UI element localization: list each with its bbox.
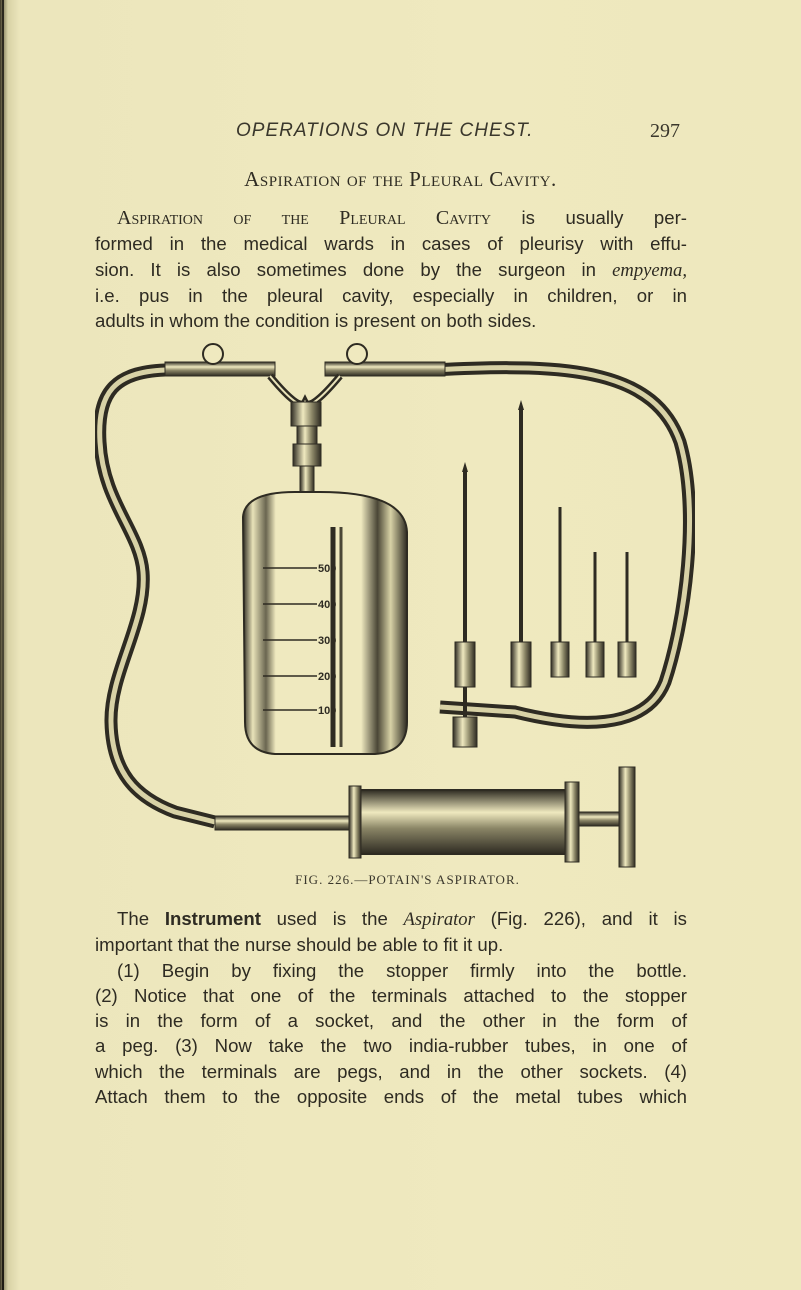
page-binding-edge [2,0,4,1290]
intro-paragraph [95,205,687,333]
intro-line-5: adults in whom the condition is present on both sides. [95,310,537,332]
pump-handle [619,767,635,867]
body-line-5: is in the form of a socket, and the other in the form of [95,1010,687,1032]
intro-line-4: i.e. pus in the pleural cavity, especially in children, or in [95,284,687,306]
body-line-6: a peg. (3) Now take the two india-rubber tubes, in one of [95,1035,687,1057]
bottle-stopper [291,402,321,496]
figure-caption: FIG. 226.—POTAIN'S ASPIRATOR. [295,872,520,887]
scale-label-100: 100 [318,705,337,717]
intro-line-2: formed in the medical wards in cases of pleurisy with effu- [95,233,687,255]
scale-label-500: 500 [318,563,337,575]
left-stopcock-icon [203,344,223,364]
graduated-bottle [243,492,407,754]
running-title: OPERATIONS ON THE CHEST. [236,120,534,141]
scale-label-200: 200 [318,671,337,683]
left-rubber-tube [100,370,215,822]
body-line-7: which the terminals are pegs, and in the other sockets. (4) [95,1060,687,1082]
scale-label-300: 300 [318,635,337,647]
body-line-4: (2) Notice that one of the terminals attached to the stopper [95,984,687,1006]
aspirator-illustration [95,342,695,872]
body-paragraph [95,906,687,1109]
aspirating-needles [453,400,636,747]
running-head [0,120,801,146]
body-line-2: important that the nurse should be able to fit it up. [95,934,504,956]
page-number: 297 [650,120,680,142]
body-line-1: The Instrument used is the Aspirator (Fig. 226), and it is [117,908,687,930]
intro-lead: Aspiration of the Pleural Cavity [117,207,492,229]
intro-line-3: sion. It is also sometimes done by the surgeon in empyema, [95,258,687,281]
suction-pump [215,767,635,867]
right-stopcock-icon [347,344,367,364]
aspirator-figure [95,342,695,872]
body-line-3: (1) Begin by fixing the stopper firmly into the bottle. [117,959,687,981]
intro-line-1: Aspiration of the Pleural Cavity is usually per- [117,207,687,229]
top-connectors [165,344,445,404]
scale-label-400: 400 [318,599,337,611]
section-heading: Aspiration of the Pleural Cavity. [244,167,557,191]
body-line-8: Attach them to the opposite ends of the metal tubes which [95,1086,687,1108]
